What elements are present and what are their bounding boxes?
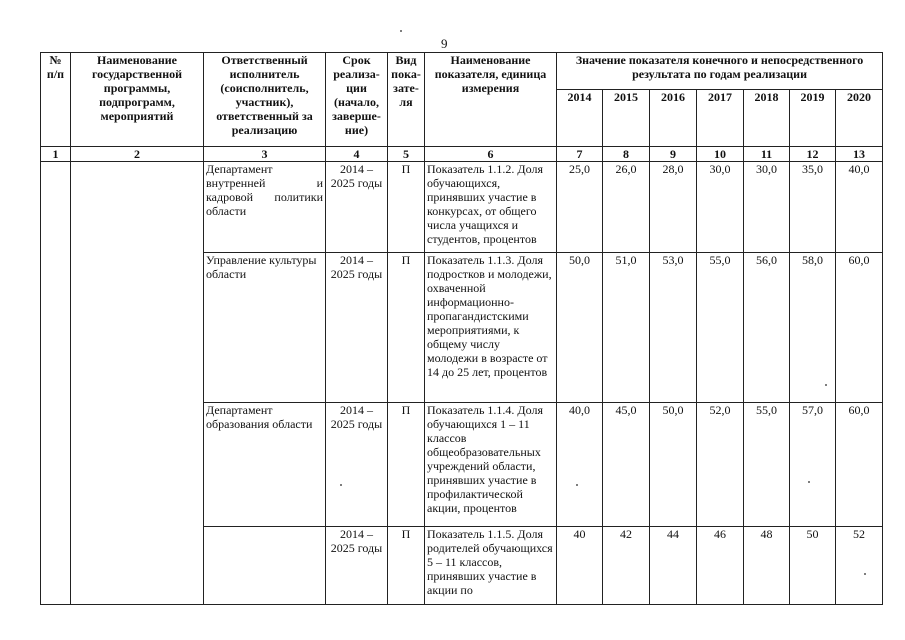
column-number: 13 [836,147,883,162]
header-number: № п/п [41,53,71,147]
cell-value: 40,0 [557,403,603,527]
cell-indicator-type: П [388,162,425,253]
cell-value: 57,0 [790,403,836,527]
cell-period: 2014 – 2025 годы [326,527,388,605]
column-number: 6 [425,147,557,162]
scan-speck [576,484,578,486]
cell-value: 35,0 [790,162,836,253]
cell-value: 25,0 [557,162,603,253]
cell-value: 58,0 [790,253,836,403]
header-program-name: Наименование государственной программы, подпрограмм, мероприятий [71,53,204,147]
cell-value: 26,0 [603,162,650,253]
header-indicator-type: Вид пока-зате-ля [388,53,425,147]
table-row [41,162,883,253]
column-number: 11 [744,147,790,162]
cell-value: 52,0 [697,403,744,527]
cell-indicator-name: Показатель 1.1.2. Доля обучающихся, принявших участие в конкурсах, от общего числа учащихся и студентов, процентов [425,162,557,253]
header-indicator-name: Наименование показателя, единица измерения [425,53,557,147]
cell-value: 50 [790,527,836,605]
header-year: 2014 [557,90,603,147]
scan-speck [400,30,402,32]
column-number: 3 [204,147,326,162]
header-period: Срок реализа-ции (начало, заверше-ние) [326,53,388,147]
scan-speck [825,384,827,386]
column-number: 7 [557,147,603,162]
cell-value: 40 [557,527,603,605]
cell-value: 53,0 [650,253,697,403]
cell-program-empty [71,162,204,605]
cell-indicator-type: П [388,253,425,403]
cell-value: 51,0 [603,253,650,403]
cell-indicator-name: Показатель 1.1.5. Доля родителей обучающихся 5 – 11 классов, принявших участие в акции по [425,527,557,605]
cell-value: 50,0 [650,403,697,527]
scan-speck [808,481,810,483]
cell-executor [204,527,326,605]
header-year: 2016 [650,90,697,147]
cell-indicator-type: П [388,403,425,527]
column-number: 12 [790,147,836,162]
cell-period: 2014 – 2025 годы [326,253,388,403]
cell-value: 46 [697,527,744,605]
cell-value: 42 [603,527,650,605]
column-number: 2 [71,147,204,162]
column-number: 1 [41,147,71,162]
cell-value: 45,0 [603,403,650,527]
cell-value: 55,0 [697,253,744,403]
header-year: 2015 [603,90,650,147]
cell-executor: Департамент внутренней и кадровой политики области [204,162,326,253]
cell-value: 30,0 [697,162,744,253]
cell-period: 2014 – 2025 годы [326,403,388,527]
cell-number-empty [41,162,71,605]
header-year: 2018 [744,90,790,147]
cell-executor: Департамент образования области [204,403,326,527]
header-values-group: Значение показателя конечного и непосредственного результата по годам реализации [557,53,883,90]
cell-value: 44 [650,527,697,605]
header-executor: Ответственный исполнитель (соисполнитель, участник), ответственный за реализацию [204,53,326,147]
column-number: 4 [326,147,388,162]
page-number: 9 [441,36,448,51]
cell-indicator-type: П [388,527,425,605]
cell-value: 56,0 [744,253,790,403]
cell-value: 60,0 [836,403,883,527]
column-number: 10 [697,147,744,162]
indicators-table [40,52,883,605]
cell-value: 40,0 [836,162,883,253]
cell-value: 55,0 [744,403,790,527]
scan-speck [340,484,342,486]
cell-value: 48 [744,527,790,605]
header-year: 2020 [836,90,883,147]
header-year: 2017 [697,90,744,147]
cell-value: 50,0 [557,253,603,403]
cell-value: 52 [836,527,883,605]
cell-value: 30,0 [744,162,790,253]
header-year: 2019 [790,90,836,147]
column-number: 8 [603,147,650,162]
column-number: 9 [650,147,697,162]
scan-speck [864,573,866,575]
cell-value: 60,0 [836,253,883,403]
cell-executor: Управление культуры области [204,253,326,403]
cell-value: 28,0 [650,162,697,253]
column-number: 5 [388,147,425,162]
cell-indicator-name: Показатель 1.1.3. Доля подростков и молодежи, охваченной информационно-пропагандистскими мероприятиями, к общему числу молодежи в возрасте от 14 до 25 лет, процентов [425,253,557,403]
cell-indicator-name: Показатель 1.1.4. Доля обучающихся 1 – 11 классов общеобразовательных учреждений области, принявших участие в профилактической акции, процентов [425,403,557,527]
cell-period: 2014 – 2025 годы [326,162,388,253]
